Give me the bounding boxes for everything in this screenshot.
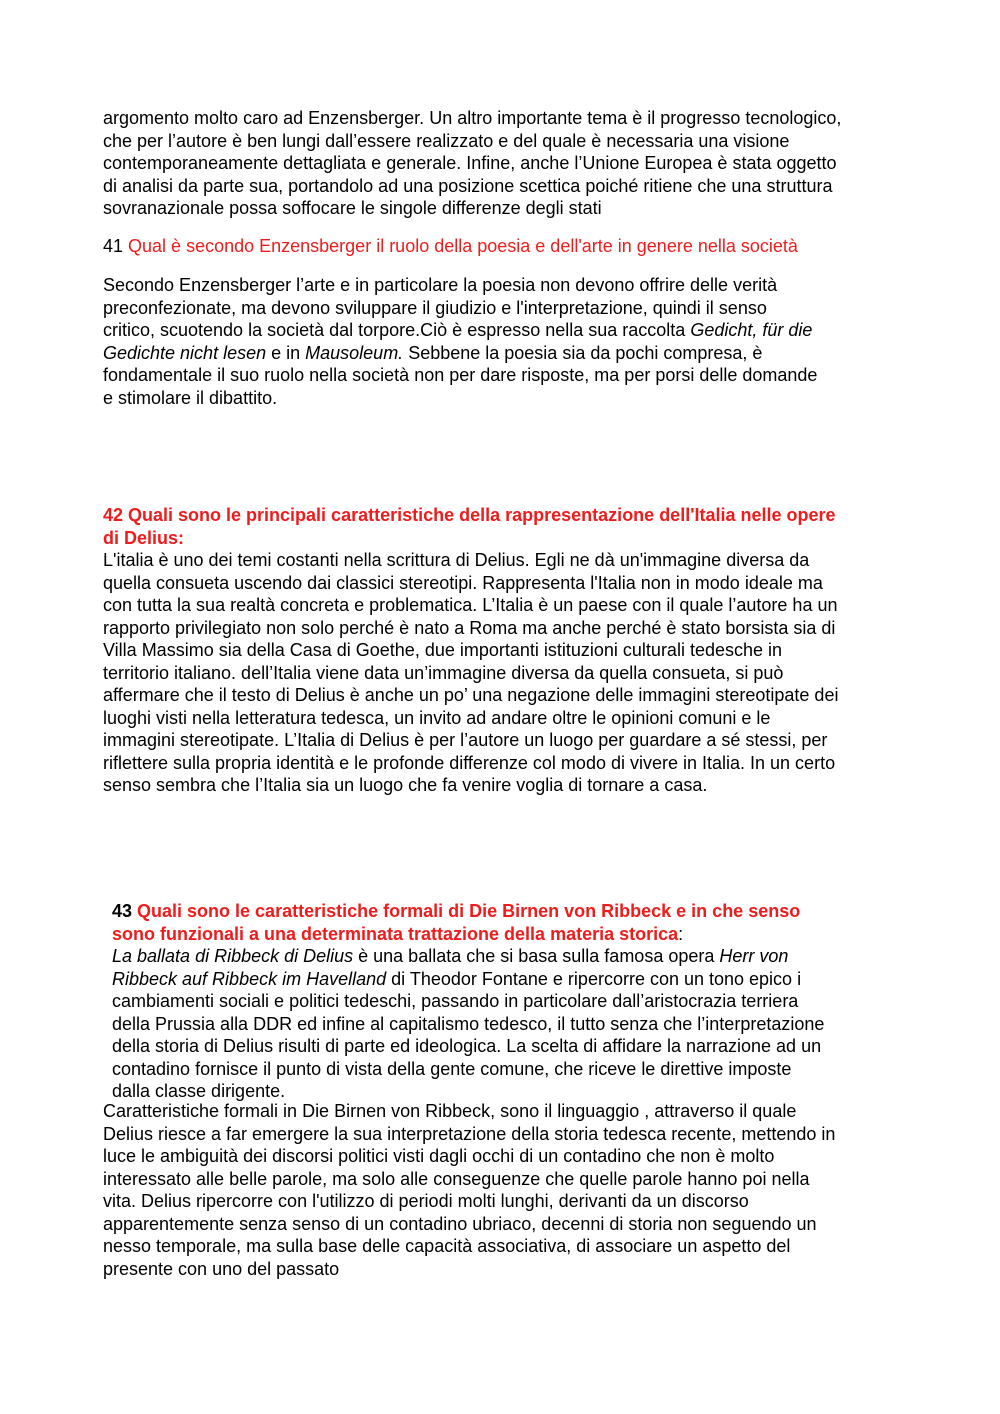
text-line: apparentemente senza senso di un contadino ubriaco, decenni di storia non seguendo un <box>103 1213 817 1234</box>
heading-line <box>112 900 912 923</box>
text-line: argomento molto caro ad Enzensberger. Un altro importante tema è il progresso tecnologico, <box>103 108 842 128</box>
text-segment: di Theodor Fontane e ripercorre con un tono epico i <box>386 968 802 989</box>
formal-characteristics-paragraph <box>103 1100 903 1280</box>
text-segment: è una ballata che si basa sulla famosa opera <box>353 946 720 966</box>
text-line <box>112 945 912 968</box>
text-line <box>112 968 912 991</box>
text-line: nesso temporale, ma sulla base delle capacità associativa, di associare un aspetto del <box>103 1236 791 1256</box>
text-line: L'italia è uno dei temi costanti nella scrittura di Delius. Egli ne dà un'immagine diversa da <box>103 550 810 570</box>
book-title: Gedicht, für die <box>690 320 813 340</box>
text-line: cambiamenti sociali e politici tedeschi, passando in particolare dall’aristocrazia terriera <box>112 991 799 1011</box>
text-line: presente con uno del passato <box>103 1258 340 1279</box>
question-text: sono funzionali a una determinata trattazione della materia storica <box>112 923 679 944</box>
text-line: luce le ambiguità dei discorsi politici visti dagli occhi di un contadino che non è molto <box>103 1146 775 1166</box>
question-41-heading <box>103 235 903 258</box>
question-number: 41 <box>103 236 129 256</box>
question-text: Qual è secondo Enzensberger il ruolo della poesia e dell'arte in genere nella società <box>128 236 798 256</box>
text-line: dalla classe dirigente. <box>112 1081 286 1101</box>
text-line: rapporto privilegiato non solo perché è nato a Roma ma anche perché è stato borsista sia di <box>103 617 836 638</box>
answer-42-paragraph <box>103 549 903 797</box>
question-number: 43 <box>112 901 138 921</box>
answer-41-paragraph <box>103 274 903 409</box>
question-41-line <box>103 235 903 258</box>
text-line: Caratteristiche formali in Die Birnen von Ribbeck, sono il linguaggio , attraverso il quale <box>103 1101 797 1121</box>
text-line: affermare che il testo di Delius è anche un po’ una negazione delle immagini stereotipate dei <box>103 685 839 705</box>
text-line: della Prussia alla DDR ed infine al capitalismo tedesco, il tutto senza che l’interpretazione <box>112 1013 825 1034</box>
text-line: riflettere sulla propria identità e le profonde differenze col modo di vivere in Italia. In un certo <box>103 752 836 773</box>
heading-colon: : <box>678 923 684 944</box>
work-title: La ballata di Ribbeck di Delius <box>112 946 354 966</box>
text-line: fondamentale il suo ruolo nella società non per dare risposte, ma per porsi delle domande <box>103 365 818 385</box>
text-line: che per l’autore è ben lungi dall’essere realizzato e del quale è necessaria una visione <box>103 130 790 151</box>
text-line: luoghi visti nella letteratura tedesca, un invito ad andare oltre le opinioni comuni e le <box>103 707 771 728</box>
text-segment: Sebbene la poesia sia da pochi compresa, è <box>403 342 763 363</box>
text-line: con tutta la sua realtà concreta e problematica. L’Italia è un paese con il quale l’autore ha un <box>103 595 838 615</box>
text-line: Delius riesce a far emergere la sua interpretazione della storia tedesca recente, mettendo in <box>103 1123 836 1144</box>
text-line: e stimolare il dibattito. <box>103 387 278 408</box>
text-line: contemporaneamente dettagliata e generale. Infine, anche l’Unione Europea è stata oggetto <box>103 153 837 173</box>
heading-line: 42 Quali sono le principali caratteristiche della rappresentazione dell'Italia nelle opere <box>103 505 836 525</box>
work-title: Herr von <box>719 946 789 966</box>
text-line: preconfezionate, ma devono sviluppare il giudizio e l'interpretazione, quindi il senso <box>103 297 767 318</box>
question-text: Quali sono le caratteristiche formali di Die Birnen von Ribbeck e in che senso <box>137 901 801 921</box>
text-line: della storia di Delius risulti di parte ed ideologica. La scelta di affidare la narrazione ad un <box>112 1036 822 1056</box>
text-segment: e in <box>266 342 306 363</box>
text-line: Secondo Enzensberger l’arte e in particolare la poesia non devono offrire delle verità <box>103 275 778 295</box>
question-43-heading <box>112 900 912 945</box>
text-line: immagini stereotipate. L’Italia di Delius è per l’autore un luogo per guardare a sé stessi, per <box>103 730 828 750</box>
text-line: senso sembra che l’Italia sia un luogo che fa venire voglia di tornare a casa. <box>103 775 708 795</box>
text-line <box>103 319 903 342</box>
heading-line: di Delius: <box>103 527 185 548</box>
text-line: contadino fornisce il punto di vista della gente comune, che riceve le direttive imposte <box>112 1058 792 1079</box>
book-title: Mausoleum. <box>305 342 404 363</box>
text-line: quella consueta uscendo dai classici stereotipi. Rappresenta l'Italia non in modo ideale ma <box>103 572 823 593</box>
work-title: Ribbeck auf Ribbeck im Havelland <box>112 968 387 989</box>
text-line: di analisi da parte sua, portandolo ad una posizione scettica poiché ritiene che una struttura <box>103 175 833 196</box>
text-line <box>103 342 903 365</box>
text-line: sovranazionale possa soffocare le singole differenze degli stati <box>103 198 602 218</box>
text-segment: critico, scuotendo la società dal torpore.Ciò è espresso nella sua raccolta <box>103 320 691 340</box>
text-line: vita. Delius ripercorre con l'utilizzo di periodi molti lunghi, derivanti da un discorso <box>103 1191 749 1211</box>
text-line: Villa Massimo sia della Casa di Goethe, due importanti istituzioni culturali tedesche in <box>103 640 783 660</box>
text-line: interessato alle belle parole, ma solo alle conseguenze che quelle parole hanno poi nella <box>103 1168 810 1189</box>
answer-43-paragraph <box>112 945 912 1103</box>
question-42-heading <box>103 504 903 549</box>
book-title: Gedichte nicht lesen <box>103 342 267 363</box>
intro-paragraph <box>103 107 903 220</box>
heading-line <box>112 923 912 946</box>
text-line: territorio italiano. dell’Italia viene data un’immagine diversa da quella consueta, si può <box>103 662 784 683</box>
